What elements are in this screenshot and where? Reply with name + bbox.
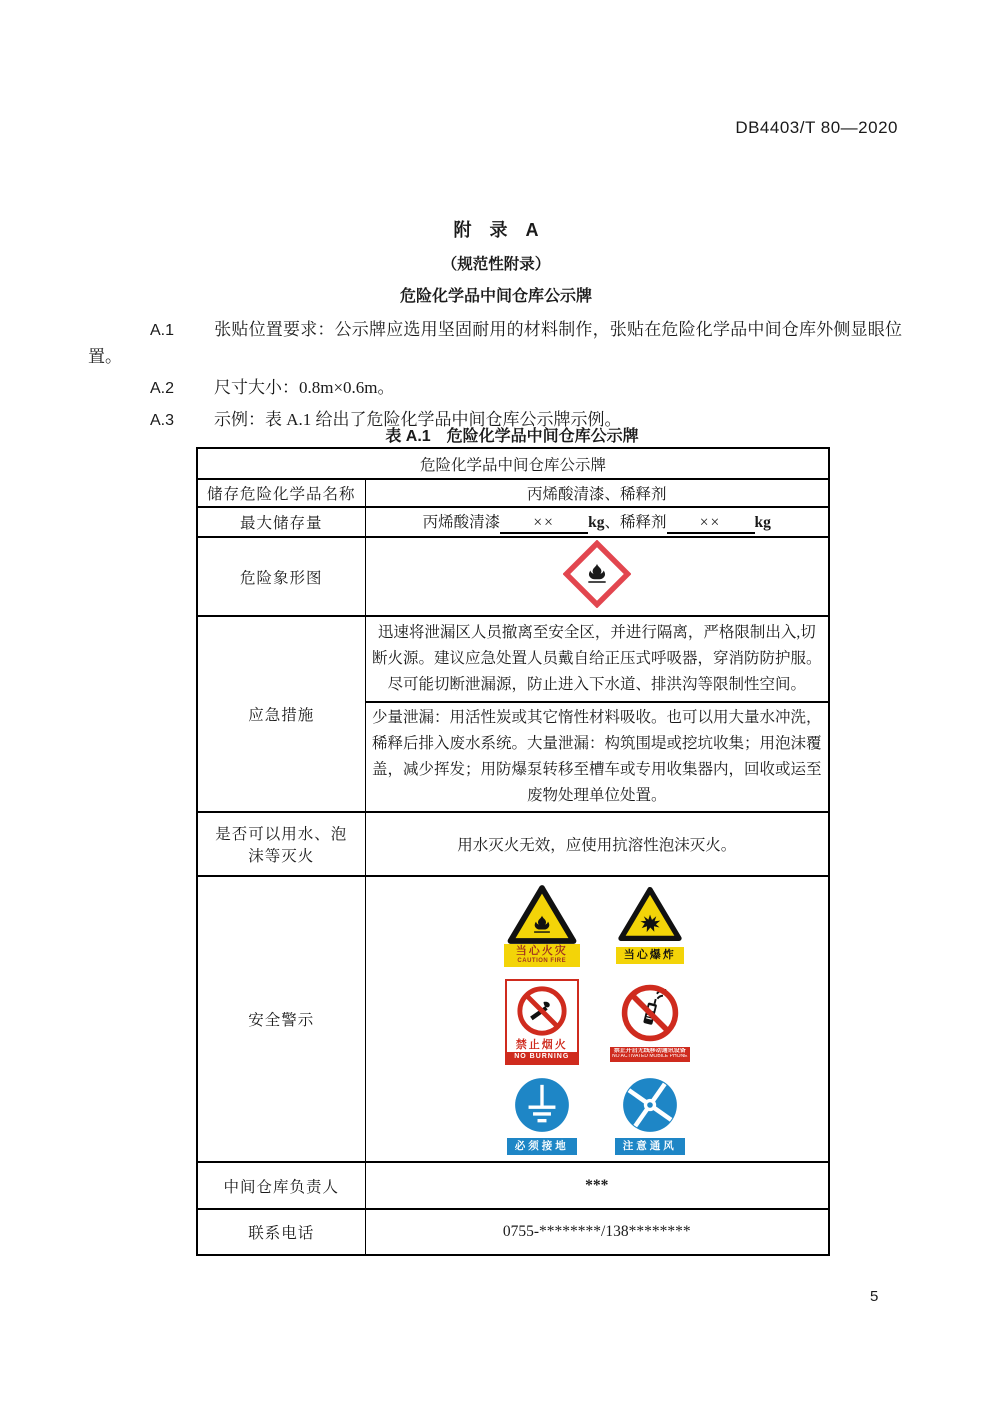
emergency-label: 应急措施 — [197, 616, 365, 812]
storage-name-label: 储存危险化学品名称 — [197, 479, 365, 507]
caution-explosion-label-cn: 当心爆炸 — [623, 949, 676, 962]
manager-label: 中间仓库负责人 — [197, 1162, 365, 1209]
safety-signs-grid — [372, 879, 823, 1159]
clause-a3-number: A.3 — [150, 412, 175, 429]
notice-board-table — [196, 447, 830, 1256]
ventilation-label: 注意通风 — [615, 1138, 685, 1155]
clause-a3-text: 示例：表 A.1 给出了危险化学品中间仓库公示牌示例。 — [214, 410, 622, 429]
extinguish-value: 用水灭火无效，应使用抗溶性泡沫灭火。 — [365, 812, 829, 876]
max-storage-value — [365, 507, 829, 537]
no-burning-label-cn: 禁止烟火 — [515, 1038, 568, 1051]
table-row — [197, 812, 829, 876]
clause-a2 — [88, 375, 902, 402]
sign-no-burning — [505, 979, 579, 1066]
sign-must-ground — [507, 1077, 577, 1155]
phone-value: 0755-********/138******** — [365, 1209, 829, 1255]
clause-a1-number: A.1 — [150, 322, 175, 339]
max-storage-item2: 稀释剂 — [620, 514, 667, 531]
caution-fire-icon — [506, 883, 578, 946]
max-storage-label: 最大储存量 — [197, 507, 365, 537]
ventilation-icon — [622, 1077, 678, 1133]
pictogram-cell — [365, 537, 829, 616]
no-mobile-phone-label-cn: 禁止开启无线移动通讯设备 — [613, 1047, 686, 1054]
caution-explosion-label — [616, 947, 684, 964]
appendix-subject: 危险化学品中间仓库公示牌 — [399, 288, 592, 305]
no-burning-icon — [515, 984, 569, 1038]
table-row — [197, 876, 829, 1162]
table-caption: 表 A.1 危险化学品中间仓库公示牌 — [385, 428, 639, 445]
clause-a1 — [88, 317, 902, 370]
manager-value: *** — [365, 1162, 829, 1209]
table-row — [197, 1209, 829, 1255]
must-ground-icon — [514, 1077, 570, 1133]
caution-fire-label-cn: 当心火灾 — [515, 945, 568, 957]
table-row — [197, 616, 829, 702]
page-number: 5 — [870, 1288, 879, 1305]
must-ground-label: 必须接地 — [507, 1138, 577, 1155]
max-storage-unit2: kg — [754, 514, 771, 531]
table-row — [197, 1162, 829, 1209]
clause-a2-number: A.2 — [150, 380, 175, 397]
no-mobile-phone-icon — [619, 982, 681, 1044]
max-storage-qty2-blank: ×× — [667, 514, 755, 534]
appendix-type: （规范性附录） — [441, 256, 551, 273]
appendix-title-block — [0, 216, 992, 306]
clause-list — [88, 317, 902, 434]
clause-a2-text: 尺寸大小：0.8m×0.6m。 — [214, 378, 395, 397]
sign-no-mobile-phone — [610, 982, 690, 1063]
storage-name-value: 丙烯酸清漆、稀释剂 — [365, 479, 829, 507]
standard-number: DB4403/T 80—2020 — [735, 118, 898, 137]
phone-label: 联系电话 — [197, 1209, 365, 1255]
caution-fire-label-en: CAUTION FIRE — [517, 957, 567, 964]
emergency-text-1: 迅速将泄漏区人员撤离至安全区，并进行隔离，严格限制出入,切断火源。建议应急处置人员戴自给正压式呼吸器，穿消防防护服。尽可能切断泄漏源，防止进入下水道、排洪沟等限制性空间。 — [365, 616, 829, 702]
extinguish-label: 是否可以用水、泡沫等灭火 — [197, 812, 365, 876]
caution-explosion-icon — [617, 885, 683, 943]
max-storage-unit1: kg — [588, 514, 605, 531]
no-mobile-phone-label — [610, 1047, 690, 1063]
max-storage-qty1-blank: ×× — [500, 514, 588, 534]
emergency-text-2: 少量泄漏：用活性炭或其它惰性材料吸收。也可以用大量水冲洗，稀释后排入废水系统。大量泄漏：构筑围堤或挖坑收集；用泡沫覆盖，减少挥发；用防爆泵转移至槽车或专用收集器内，回收或运至废物处理单位处置。 — [365, 702, 829, 812]
appendix-heading: 附 录 A — [453, 220, 539, 240]
caution-fire-label — [504, 944, 580, 967]
table-row — [197, 537, 829, 616]
clause-a1-text: 张贴位置要求：公示牌应选用坚固耐用的材料制作，张贴在危险化学品中间仓库外侧显眼位置。 — [88, 320, 902, 366]
sign-caution-fire — [504, 883, 580, 967]
table-row — [197, 479, 829, 507]
max-storage-item1: 丙烯酸清漆 — [422, 514, 501, 531]
table-row — [197, 507, 829, 537]
pictogram-label: 危险象形图 — [197, 537, 365, 616]
sign-ventilation — [615, 1077, 685, 1155]
warning-label: 安全警示 — [197, 876, 365, 1162]
max-storage-separator: 、 — [604, 514, 621, 531]
warning-signs-cell — [365, 876, 829, 1162]
no-burning-label-en: NO BURNING — [507, 1052, 577, 1063]
table-header-cell: 危险化学品中间仓库公示牌 — [197, 448, 829, 479]
ghs-flame-pictogram-icon — [563, 540, 631, 608]
sign-caution-explosion — [616, 885, 684, 964]
no-mobile-phone-label-en: NO ACTIVATED MOBILE PHONE — [612, 1054, 688, 1060]
